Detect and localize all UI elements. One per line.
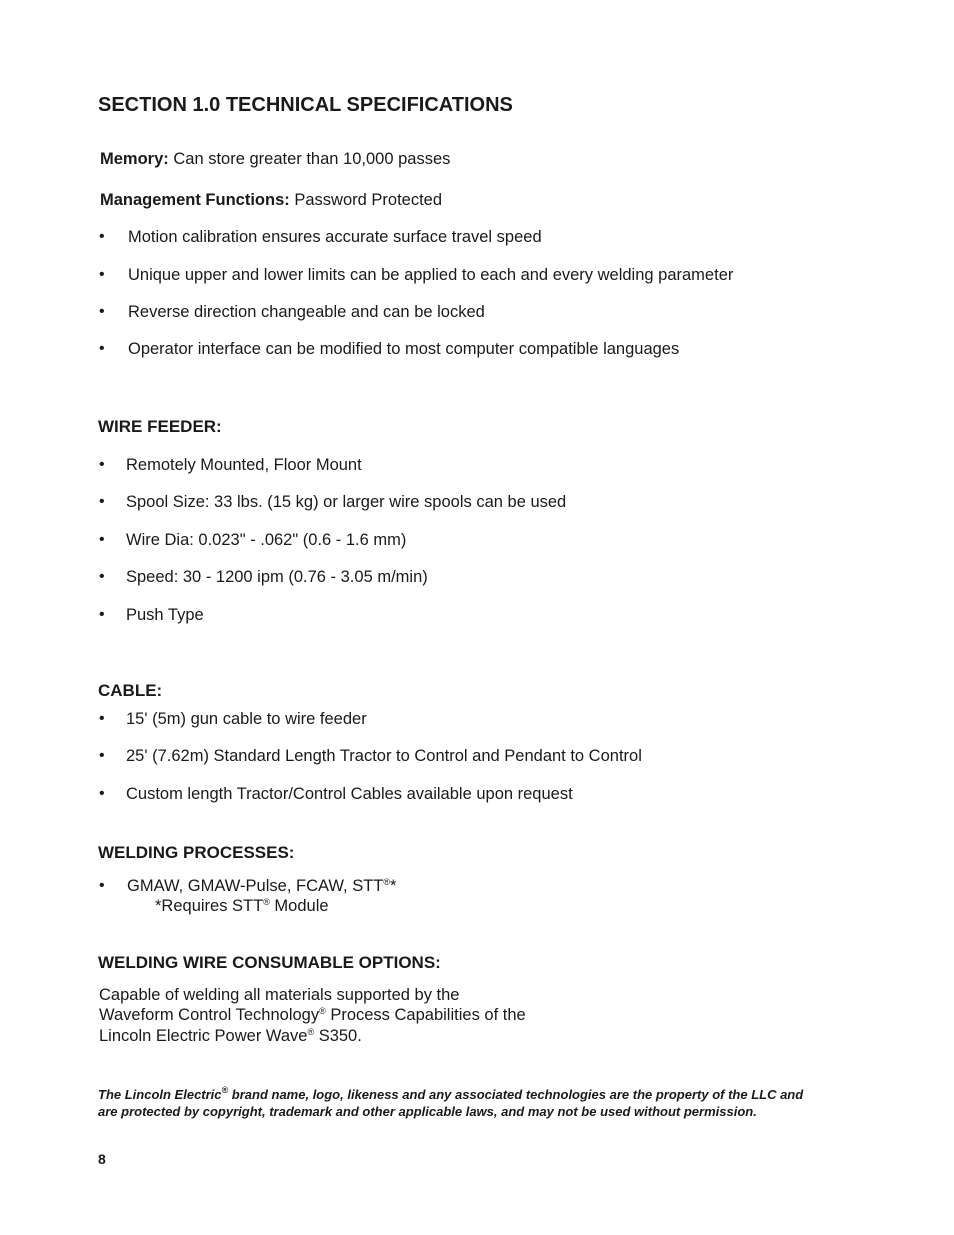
- stt-note: *Requires STT® Module: [155, 897, 329, 915]
- welding-processes-heading: WELDING PROCESSES:: [98, 843, 295, 862]
- management-line: [100, 191, 442, 210]
- list-item: Push Type: [126, 606, 204, 624]
- list-item: Remotely Mounted, Floor Mount: [126, 456, 362, 474]
- consumables-line-3: Lincoln Electric Power Wave® S350.: [99, 1027, 362, 1045]
- consumables-heading: WELDING WIRE CONSUMABLE OPTIONS:: [98, 953, 441, 972]
- management-label: Management Functions:: [100, 191, 290, 209]
- list-item: Spool Size: 33 lbs. (15 kg) or larger wire spools can be used: [126, 493, 567, 511]
- registered-mark: ®: [307, 1027, 315, 1037]
- memory-line: [100, 150, 450, 169]
- registered-mark: ®: [383, 877, 391, 887]
- consumables-line-2: Waveform Control Technology® Process Capabilities of the: [99, 1006, 526, 1024]
- bullet-icon: •: [99, 228, 105, 245]
- registered-mark: ®: [319, 1006, 326, 1016]
- list-item: Custom length Tractor/Control Cables available upon request: [126, 785, 573, 803]
- page-number: 8: [98, 1151, 106, 1167]
- wire-feeder-heading: WIRE FEEDER:: [98, 417, 222, 436]
- bullet-icon: •: [99, 747, 105, 764]
- memory-value: Can store greater than 10,000 passes: [173, 150, 451, 168]
- bullet-icon: •: [99, 785, 105, 802]
- bullet-icon: •: [99, 877, 105, 894]
- list-item: 25' (7.62m) Standard Length Tractor to Control and Pendant to Control: [126, 747, 642, 765]
- cable-heading: CABLE:: [98, 681, 163, 700]
- registered-mark: ®: [221, 1085, 229, 1095]
- footer-disclaimer-line-2: are protected by copyright, trademark and other applicable laws, and may not be used without permission.: [98, 1104, 757, 1119]
- list-item: Wire Dia: 0.023" - .062" (0.6 - 1.6 mm): [126, 531, 407, 549]
- consumables-line-1: Capable of welding all materials supported by the: [99, 986, 460, 1004]
- bullet-icon: •: [99, 710, 105, 727]
- bullet-icon: •: [99, 456, 105, 473]
- list-item: Speed: 30 - 1200 ipm (0.76 - 3.05 m/min): [126, 568, 428, 586]
- welding-process-item: GMAW, GMAW-Pulse, FCAW, STT®*: [127, 877, 397, 895]
- management-value: Password Protected: [294, 191, 443, 209]
- list-item: Motion calibration ensures accurate surface travel speed: [128, 228, 542, 246]
- list-item: 15' (5m) gun cable to wire feeder: [126, 710, 367, 728]
- footer-disclaimer-line-1: The Lincoln Electric® brand name, logo, likeness and any associated technologies are the property of the LLC and: [98, 1085, 804, 1102]
- bullet-icon: •: [99, 531, 105, 548]
- list-item: Reverse direction changeable and can be locked: [128, 303, 485, 321]
- section-title: SECTION 1.0 TECHNICAL SPECIFICATIONS: [98, 94, 513, 116]
- list-item: Unique upper and lower limits can be applied to each and every welding parameter: [128, 266, 734, 284]
- memory-label: Memory:: [100, 150, 169, 168]
- bullet-icon: •: [99, 266, 105, 283]
- bullet-icon: •: [99, 303, 105, 320]
- bullet-icon: •: [99, 568, 105, 585]
- registered-mark: ®: [263, 897, 270, 907]
- bullet-icon: •: [99, 340, 105, 357]
- bullet-icon: •: [99, 606, 105, 623]
- list-item: Operator interface can be modified to most computer compatible languages: [128, 340, 680, 358]
- bullet-icon: •: [99, 493, 105, 510]
